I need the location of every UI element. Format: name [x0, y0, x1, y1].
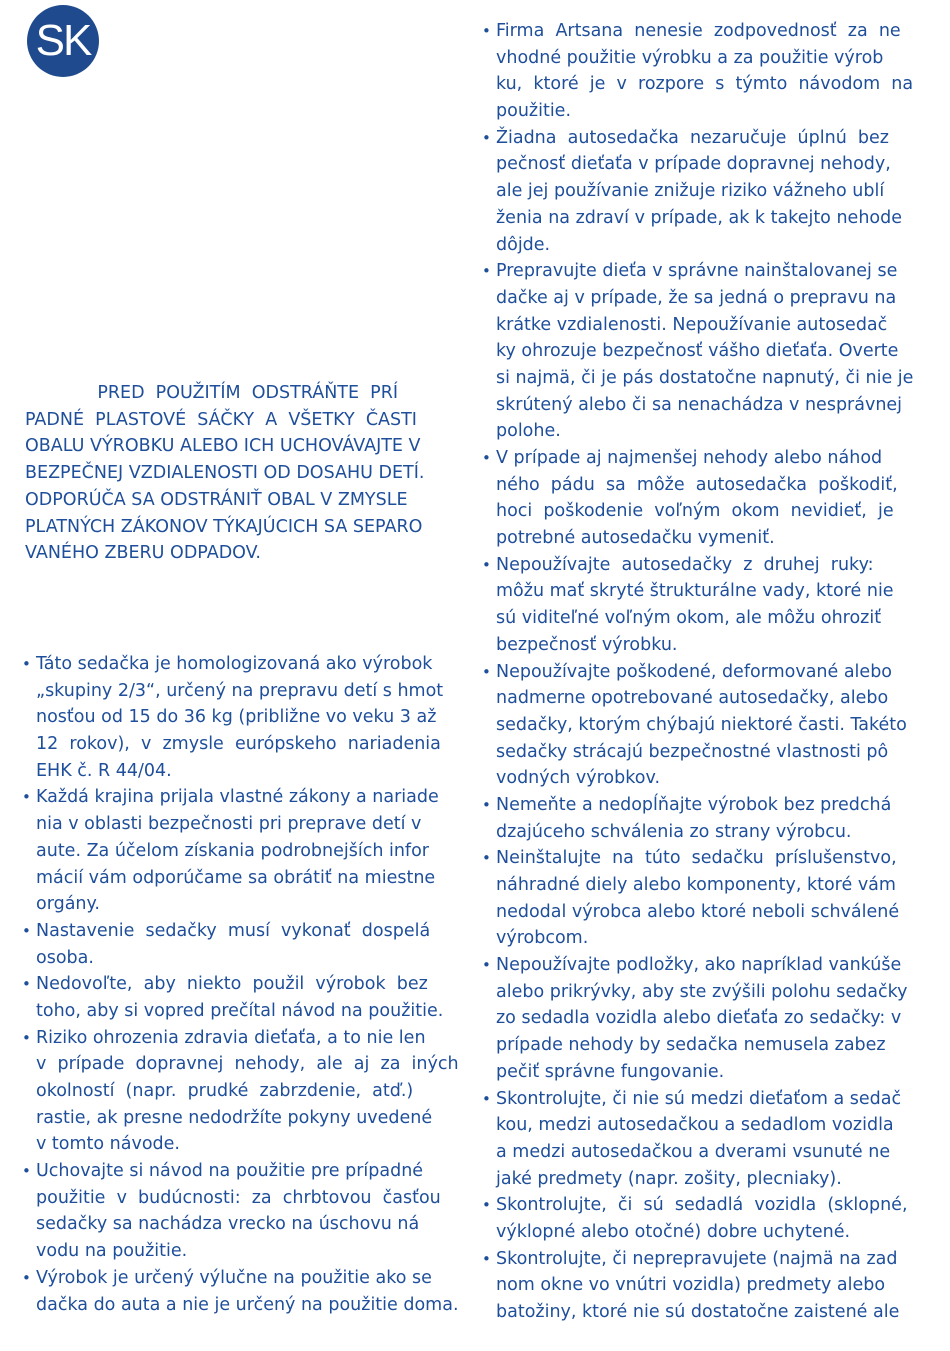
list-item-line: dačka do auta a nie je určený na použitie doma.: [36, 1294, 459, 1315]
list-item-line: nadmerne opotrebované autosedačky, alebo: [496, 688, 889, 709]
list-item-line: ale jej používanie znižuje riziko vážneho ublí: [496, 181, 885, 202]
list-item: [22, 918, 458, 971]
language-code: SK: [35, 16, 91, 65]
list-item: [482, 18, 918, 125]
list-item: [482, 258, 918, 445]
list-item-line: náhradné diely alebo komponenty, ktoré vám: [496, 875, 896, 895]
list-item-line: výklopné alebo otočné) dobre uchytené.: [496, 1221, 851, 1242]
list-item: [22, 971, 458, 1024]
warning-line: PRED POUŽITÍM ODSTRÁŇTE PRÍ: [25, 383, 399, 403]
list-item-line: • Nepoužívajte poškodené, deformované alebo: [482, 659, 918, 686]
list-item-line: polohe.: [496, 421, 561, 442]
list-item-line: dôjde.: [496, 234, 551, 255]
list-item-line: použitie v budúcnosti: za chrbtovou časťou: [36, 1187, 441, 1208]
list-item-line: • Výrobok je určený výlučne na použitie ako se: [22, 1265, 458, 1292]
list-item-line: a medzi autosedačkou a dverami vsunuté ne: [496, 1141, 891, 1162]
list-item-line: v prípade dopravnej nehody, ale aj za iných: [36, 1054, 459, 1075]
list-item-line: • Nemeňte a nedopĺňajte výrobok bez predchá: [482, 792, 918, 819]
list-item-line: 12 rokov), v zmysle európskeho nariadenia: [36, 734, 441, 755]
list-item: [22, 651, 458, 784]
list-item-line: • Skontrolujte, či sú sedadlá vozidla (sklopné,: [482, 1192, 918, 1219]
right-column-list: [482, 18, 918, 1326]
list-item-line: sedačky, ktorým chýbajú niektoré časti. Takéto: [496, 714, 907, 735]
list-item-line: • Nepoužívajte autosedačky z druhej ruky:: [482, 552, 918, 579]
list-item-line: môžu mať skryté štrukturálne vady, ktoré nie: [496, 581, 894, 602]
list-item-line: • Neinštalujte na túto sedačku príslušenstvo,: [482, 845, 918, 872]
list-item: [482, 445, 918, 552]
list-item-line: vodných výrobkov.: [496, 768, 661, 789]
list-item: [482, 845, 918, 952]
list-item-line: nosťou od 15 do 36 kg (približne vo veku 3 až: [36, 707, 437, 728]
list-item-line: aute. Za účelom získania podrobnejších infor: [36, 840, 429, 861]
list-item-line: sedačky strácajú bezpečnostné vlastnosti pô: [496, 741, 889, 762]
warning-line: ODPORÚČA SA ODSTRÁNIŤ OBAL V ZMYSLE: [25, 489, 408, 510]
list-item-line: batožiny, ktoré nie sú dostatočne zaistené ale: [496, 1302, 900, 1322]
language-badge: [27, 5, 99, 77]
list-item-line: bezpečnosť výrobku.: [496, 634, 678, 655]
list-item-line: pečnosť dieťaťa v prípade dopravnej nehody,: [496, 154, 891, 175]
list-item-line: sedačky sa nachádza vrecko na úschovu ná: [36, 1214, 420, 1235]
warning-line: PLATNÝCH ZÁKONOV TÝKAJÚCICH SA SEPARO: [25, 516, 423, 537]
list-item-line: • Nastavenie sedačky musí vykonať dospelá: [22, 918, 458, 945]
list-item-line: použitie.: [496, 101, 572, 122]
list-item-line: nia v oblasti bezpečnosti pri preprave detí v: [36, 814, 422, 835]
list-item-line: prípade nehody by sedačka nemusela zabez: [496, 1035, 886, 1056]
list-item-line: okolností (napr. prudké zabrzdenie, atď.): [36, 1081, 414, 1101]
list-item-line: vhodné použitie výrobku a za použitie výrob: [496, 47, 884, 68]
list-item-line: • Žiadna autosedačka nezaručuje úplnú bez: [482, 125, 918, 152]
list-item-line: „skupiny 2/3“, určený na prepravu detí s hmot: [36, 680, 444, 701]
list-item-line: • Nedovoľte, aby niekto použil výrobok bez: [22, 971, 458, 998]
list-item-line: • Prepravujte dieťa v správne nainštalovanej se: [482, 258, 918, 285]
list-item-line: nom okne vo vnútri vozidla) predmety alebo: [496, 1275, 886, 1296]
list-item: [482, 1086, 918, 1193]
list-item-line: • Uchovajte si návod na použitie pre prípadné: [22, 1158, 458, 1185]
list-item-line: osoba.: [36, 947, 94, 968]
list-item-line: rastie, ak presne nedodržíte pokyny uvedené: [36, 1107, 433, 1128]
list-item-line: ku, ktoré je v rozpore s týmto návodom na: [496, 74, 914, 95]
list-item-line: krátke vzdialenosti. Nepoužívanie autosedač: [496, 314, 888, 335]
list-item-line: ky ohrozuje bezpečnosť vášho dieťaťa. Overte: [496, 341, 899, 362]
list-item-line: alebo prikrývky, aby ste zvýšili polohu sedačky: [496, 981, 908, 1002]
list-item-line: potrebné autosedačku vymeniť.: [496, 528, 775, 549]
list-item: [482, 125, 918, 258]
list-item-line: dzajúceho schválenia zo strany výrobcu.: [496, 821, 852, 842]
list-item: [482, 1192, 918, 1245]
list-item-line: EHK č. R 44/04.: [36, 760, 172, 781]
list-item-line: • Táto sedačka je homologizovaná ako výrobok: [22, 651, 458, 678]
warning-line: OBALU VÝROBKU ALEBO ICH UCHOVÁVAJTE V: [25, 436, 421, 457]
list-item-line: dačke aj v prípade, že sa jedná o prepravu na: [496, 287, 897, 308]
list-item-line: orgány.: [36, 894, 100, 915]
list-item-line: vodu na použitie.: [36, 1241, 188, 1262]
left-column-list: [22, 651, 458, 1318]
warning-line: PADNÉ PLASTOVÉ SÁČKY A VŠETKY ČASTI: [25, 409, 417, 430]
list-item: [482, 952, 918, 1085]
list-item: [22, 1158, 458, 1265]
list-item-line: toho, aby si vopred prečítal návod na použitie.: [36, 1000, 444, 1021]
list-item-line: sú viditeľné voľným okom, ale môžu ohroziť: [496, 608, 882, 629]
list-item-line: ného pádu sa môže autosedačka poškodiť,: [496, 474, 898, 495]
list-item-line: zo sedadla vozidla alebo dieťaťa zo sedačky: v: [496, 1008, 902, 1029]
packaging-warning: [25, 380, 457, 567]
list-item-line: nedodal výrobca alebo ktoré neboli schválené: [496, 901, 900, 922]
list-item-line: • Nepoužívajte podložky, ako napríklad vankúše: [482, 952, 918, 979]
warning-line: BEZPEČNEJ VZDIALENOSTI OD DOSAHU DETÍ.: [25, 463, 425, 484]
list-item-line: v tomto návode.: [36, 1134, 180, 1155]
list-item: [482, 792, 918, 845]
list-item-line: • Riziko ohrozenia zdravia dieťaťa, a to nie len: [22, 1025, 458, 1052]
list-item-line: • Skontrolujte, či neprepravujete (najmä na zad: [482, 1246, 918, 1273]
list-item-line: mácií vám odporúčame sa obrátiť na miestne: [36, 867, 436, 888]
list-item-line: • Skontrolujte, či nie sú medzi dieťaťom a sedač: [482, 1086, 918, 1113]
list-item-line: • Firma Artsana nenesie zodpovednosť za ne: [482, 18, 918, 45]
list-item: [482, 552, 918, 659]
list-item: [482, 659, 918, 792]
list-item-line: • V prípade aj najmenšej nehody alebo náhod: [482, 445, 918, 472]
list-item-line: jaké predmety (napr. zošity, plecniaky).: [496, 1168, 842, 1189]
list-item-line: hoci poškodenie voľným okom nevidieť, je: [496, 501, 894, 522]
list-item-line: kou, medzi autosedačkou a sedadlom vozidla: [496, 1115, 894, 1136]
list-item-line: pečiť správne fungovanie.: [496, 1061, 725, 1082]
list-item-line: výrobcom.: [496, 928, 589, 949]
list-item-line: skrútený alebo či sa nenachádza v nesprávnej: [496, 394, 903, 415]
list-item-line: ženia na zdraví v prípade, ak k takejto nehode: [496, 207, 902, 228]
list-item-line: • Každá krajina prijala vlastné zákony a nariade: [22, 784, 458, 811]
list-item: [22, 1025, 458, 1158]
list-item-line: si najmä, či je pás dostatočne napnutý, či nie je: [496, 367, 914, 388]
list-item: [482, 1246, 918, 1326]
list-item: [22, 1265, 458, 1318]
list-item: [22, 784, 458, 917]
warning-line: VANÉHO ZBERU ODPADOV.: [25, 543, 261, 564]
